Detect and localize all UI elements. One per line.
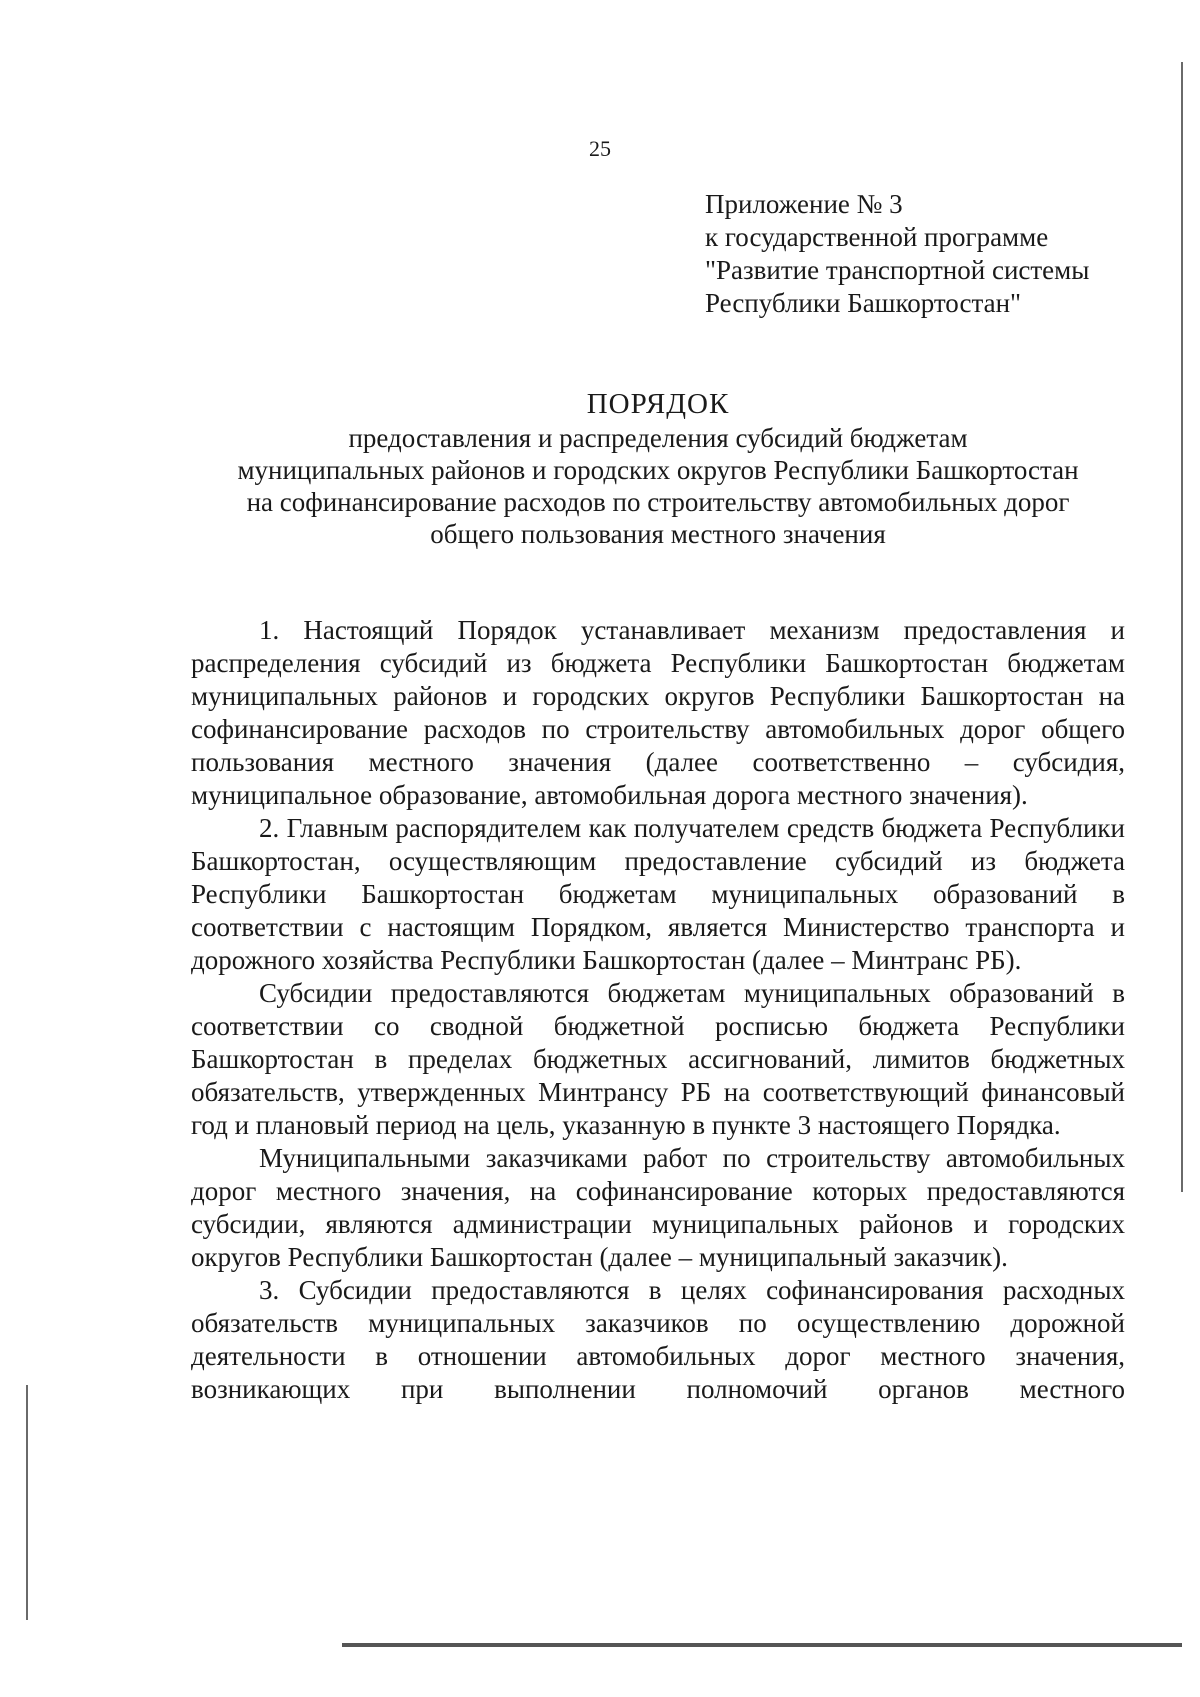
appendix-line: "Развитие транспортной системы bbox=[705, 255, 1090, 285]
paragraph-2-customers: Муниципальными заказчиками работ по строительству автомобильных дорог местного значения, на софинансирование которых предоставляются субсидии, являются администрации муниципальных районов и городских округов Республики Башкортостан (далее – муниципальный заказчик). bbox=[191, 1143, 1125, 1272]
subtitle-line: общего пользования местного значения bbox=[430, 519, 886, 549]
appendix-line: Республики Башкортостан" bbox=[705, 288, 1022, 318]
paragraph-1: 1. Настоящий Порядок устанавливает механизм предоставления и распределения субсидий из бюджета Республики Башкортостан бюджетам муниципальных районов и городских округов Республики Башкортостан на софинансирование расходов по строительству автомобильных дорог общего пользования местного значения (далее соответственно – субсидия, муниципальное образование, автомобильная дорога местного значения). bbox=[191, 615, 1125, 810]
paragraph-2: 2. Главным распорядителем как получателем средств бюджета Республики Башкортостан, осуществляющим предоставление субсидий из бюджета Республики Башкортостан бюджетам муниципальных образований в соответствии с настоящим Порядком, является Министерство транспорта и дорожного хозяйства Республики Башкортостан (далее – Минтранс РБ). bbox=[191, 813, 1125, 975]
subtitle-line: муниципальных районов и городских округов Республики Башкортостан bbox=[237, 455, 1079, 485]
scan-bottom-line bbox=[342, 1643, 1182, 1647]
subtitle-line: предоставления и распределения субсидий бюджетам bbox=[348, 423, 968, 453]
scan-edge-right bbox=[1181, 62, 1183, 1192]
appendix-block bbox=[705, 188, 1089, 320]
appendix-line: к государственной программе bbox=[705, 222, 1049, 252]
document-body bbox=[191, 614, 1125, 1406]
paragraph-3: 3. Субсидии предоставляются в целях софинансирования расходных обязательств муниципальных заказчиков по осуществлению дорожной деятельности в отношении автомобильных дорог местного значения, возникающих при выполнении полномочий органов местного bbox=[191, 1275, 1125, 1404]
scan-edge-left bbox=[26, 1385, 28, 1620]
paragraph-2-subsidies: Субсидии предоставляются бюджетам муниципальных образований в соответствии со сводной бюджетной росписью бюджета Республики Башкортостан в пределах бюджетных ассигнований, лимитов бюджетных обязательств, утвержденных Минтрансу РБ на соответствующий финансовый год и плановый период на цель, указанную в пункте 3 настоящего Порядка. bbox=[191, 978, 1125, 1140]
appendix-line: Приложение № 3 bbox=[705, 189, 903, 219]
page-number: 25 bbox=[589, 136, 611, 161]
document-subtitle bbox=[180, 422, 1136, 550]
subtitle-line: на софинансирование расходов по строительству автомобильных дорог bbox=[246, 487, 1070, 517]
document-title: ПОРЯДОК bbox=[586, 388, 730, 420]
